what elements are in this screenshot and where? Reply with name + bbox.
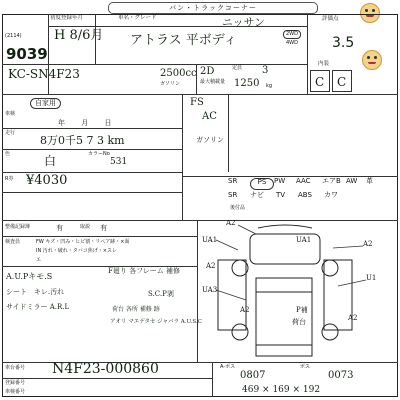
mission-value: FS <box>190 97 204 108</box>
capacity-label: 定員 <box>232 65 243 71</box>
cc-value: 2500cc <box>160 68 197 79</box>
diagram-label-a2-top: A2 <box>226 220 236 227</box>
exterior-value: C <box>337 75 347 89</box>
recycle-label: R券 <box>5 176 14 182</box>
type-value: KC-SN4F23 <box>8 67 80 81</box>
inspect-row-2: IN 汚れ・破れ・タバコ焦げ・×スレ <box>36 248 117 254</box>
score-label: 評価点 <box>322 16 339 22</box>
fuel-value: ガソリン <box>196 136 224 144</box>
diagram-label-a2-right: A2 <box>363 240 373 248</box>
drive-2wd: 2WD <box>283 30 301 39</box>
diagram-label-u1: U1 <box>366 274 377 282</box>
ac-value: AC <box>202 111 217 122</box>
equip-ps: PS <box>250 178 274 190</box>
diagram-label-ua1-top: UA1 <box>296 236 312 244</box>
wheel-rl-icon <box>232 324 248 340</box>
wheel-rr-icon <box>322 324 338 340</box>
color-no-label: カラーNo <box>88 151 110 157</box>
diagram-label-a2-left: A2 <box>206 262 216 270</box>
color-no-value: 531 <box>110 157 128 167</box>
lot-prefix: (2114) <box>5 33 22 39</box>
equip-tv: TV <box>276 191 286 199</box>
shaken-label: 車検 <box>5 111 16 117</box>
color-label: 色 <box>5 151 11 157</box>
equipment-row-1 <box>228 178 398 190</box>
equip-aac: AAC <box>296 177 311 185</box>
first-reg-label: 初度登録年月 <box>50 15 84 21</box>
comment-3: サイドミラー A.R.L <box>6 303 70 311</box>
rear-label: 後付品 <box>230 205 246 211</box>
comment-5: S.C.P剥 <box>148 290 174 298</box>
bumper-outline <box>258 225 312 228</box>
diagram-label-ua1-left: UA1 <box>202 236 218 244</box>
equip-sr-2: SR <box>228 191 238 199</box>
capacity-value: 3 <box>262 65 269 76</box>
mileage-value: 8万0千5 7 3 km <box>40 134 125 147</box>
recycle-value: ¥4030 <box>26 173 68 188</box>
comment-4: F廻り 各フレーム 補修 <box>108 267 181 275</box>
mileage-label: 走行 <box>5 130 16 136</box>
equip-aw: AW <box>346 177 358 185</box>
diagram-label-p: P補 <box>296 306 308 314</box>
model-label: 車名・グレード <box>118 15 157 21</box>
comment-1: A.U.Pキモ.S <box>6 272 53 281</box>
inspector-title: 検査員 <box>5 239 21 245</box>
comment-7: アオリ マエデタセ ジャバラ A.U.S.C <box>110 319 202 325</box>
inspect-row-3: エ <box>36 257 42 263</box>
inspect-header: FW キズ・凹み・ヒビ割・リペア跡・×面 <box>36 239 130 245</box>
fuel-label: ガソリン <box>160 81 181 87</box>
col1-label: A-ポス <box>220 364 236 370</box>
manual-label: 取説 <box>80 224 91 230</box>
lot-number: 9039 <box>6 45 48 63</box>
grade-label: 内装 <box>318 61 330 67</box>
doc-value: 有 <box>56 224 63 232</box>
truck-damage-diagram <box>198 220 398 365</box>
comment-6: 荷台 各所 補修 跡 <box>112 306 160 313</box>
drive-4wd: 4WD <box>286 40 298 46</box>
chassis-label: 車台番号 <box>5 365 26 371</box>
diagram-label-a2-bottom-left: A2 <box>240 306 250 314</box>
chassis-value: N4F23-000860 <box>52 361 159 377</box>
manual-value: 有 <box>100 224 107 232</box>
equip-airbag: エアB <box>322 177 341 185</box>
load-value: 1250 <box>234 78 260 89</box>
equip-sr: SR <box>228 177 238 185</box>
doc-label: 整備記録簿 <box>5 224 31 230</box>
equip-leather: 革 <box>366 177 373 185</box>
color-value: 白 <box>44 154 57 168</box>
col2-label: ポス <box>300 364 311 370</box>
equip-pw: PW <box>274 177 286 185</box>
score-value: 3.5 <box>332 35 355 51</box>
maker-value: ニッサン <box>222 16 266 29</box>
reg-label: 登録番号 <box>5 380 26 386</box>
load-label: 最大積載量 <box>200 79 226 85</box>
cargo-bed-outline <box>256 278 312 356</box>
col2-value: 0073 <box>328 370 354 381</box>
equip-abs: ABS <box>298 191 312 199</box>
shaken-value: 年 月 日 <box>58 119 112 127</box>
regtype-label: 自家用 <box>30 98 61 109</box>
equip-navi: ナビ <box>250 191 264 199</box>
diagram-label-a2-bottom-right: A2 <box>348 314 358 322</box>
vehicle-sizes: 469 × 169 × 192 <box>242 385 321 395</box>
num-label: 車検番号 <box>5 389 26 395</box>
model-value: アトラス 平ボディ <box>130 33 237 48</box>
comment-2: シート キレ.汚れ <box>6 288 65 296</box>
equipment-row-2 <box>228 192 398 204</box>
first-reg-value: H 8/6月 <box>54 28 104 43</box>
col1-value: 0807 <box>240 370 266 381</box>
interior-value: C <box>315 75 325 89</box>
kg-unit: kg <box>266 83 273 89</box>
diagram-label-bed: 荷台 <box>292 318 306 326</box>
diagram-label-ua3: UA3 <box>202 286 218 294</box>
door-value: 2D <box>200 66 215 77</box>
equip-kawa: カワ <box>324 191 338 199</box>
corner-banner: バン・トラックコーナー <box>108 2 318 14</box>
